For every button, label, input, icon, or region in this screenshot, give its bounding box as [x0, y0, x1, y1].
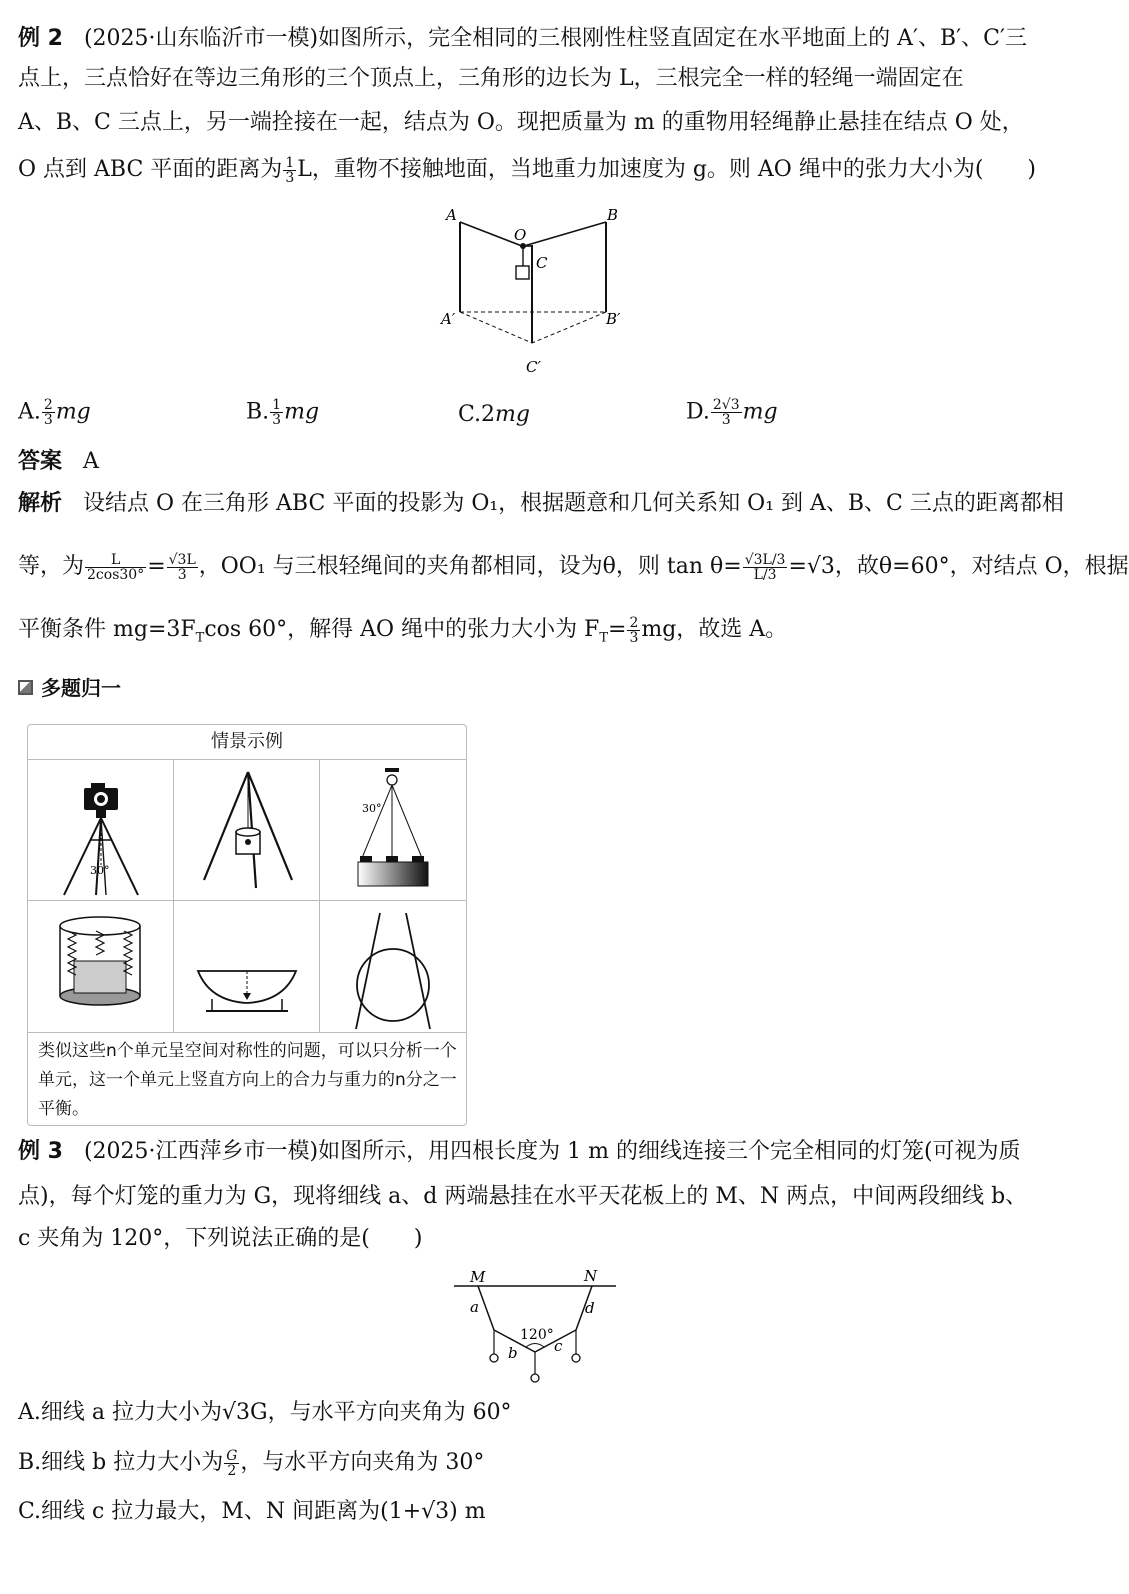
lantern-3: [572, 1354, 580, 1362]
label-b: B: [607, 206, 619, 224]
fraction-one-third: $\frac{1}{3}$: [285, 154, 295, 186]
bowl-icon: [174, 901, 319, 1032]
weight-box: [516, 266, 529, 279]
ex2-answer: 答案 A: [18, 449, 99, 474]
label-120: 120°: [520, 1327, 554, 1343]
lantern-1: [490, 1354, 498, 1362]
label-d: d: [585, 1299, 595, 1317]
ex2-analysis-line2: 等，为 $\frac{L}{2\cos 30^\circ}$ = $\frac{√3L}{3}$ ，OO₁ 与三根轻绳间的夹角都相同，设为θ，则 tan θ= $\frac{√3L/3}{L/3}$ =√3，故θ=60°，对结点 O，根据: [18, 551, 1129, 583]
ex2-line3: A、B、C 三点上，另一端拴接在一起，结点为 O。现把质量为 m 的重物用轻绳静止悬挂在结点 O 处，: [18, 110, 1024, 135]
beam-angle-label: 30°: [362, 802, 382, 815]
base-bc: [532, 312, 606, 343]
spring-cylinder-icon: [28, 901, 173, 1032]
hanging-beam-icon: [320, 760, 466, 900]
tripod-angle-label: 30°: [90, 864, 110, 877]
ex2-option-a: A. $\frac{2}{3}$ mg: [18, 397, 91, 428]
cell-ball-rope: [320, 901, 467, 1033]
label-c-prime: C′: [526, 358, 541, 376]
cell-tripod-camera: [28, 760, 174, 901]
cell-bowl: [174, 901, 320, 1033]
ex2-option-b: B. $\frac{1}{3}$ mg: [246, 397, 320, 428]
rope-bo: [524, 222, 606, 246]
ex2-line1: 例 2 (2025·山东临沂市一模)如图所示，完全相同的三根刚性柱竖直固定在水平地面上的 A′、B′、C′三: [18, 26, 1027, 51]
label-a-prime: A′: [441, 310, 456, 328]
scenario-note: 类似这些n个单元呈空间对称性的问题，可以只分析一个单元，这一个单元上竖直方向上的合力与重力的n分之一平衡。: [38, 1041, 457, 1119]
scenario-box: [27, 724, 467, 1126]
ex3-option-a: A.细线 a 拉力大小为√3G，与水平方向夹角为 60°: [18, 1400, 512, 1425]
ex2-line2: 点上，三点恰好在等边三角形的三个顶点上，三角形的边长为 L，三根完全一样的轻绳一端固定在: [18, 66, 964, 91]
ex3-option-b: B.细线 b 拉力大小为 $\frac{G}{2}$ ，与水平方向夹角为 30°: [18, 1447, 485, 1479]
cell-hanging-beam: [320, 760, 467, 901]
ex3-line1: 例 3 (2025·江西萍乡市一模)如图所示，用四根长度为 1 m 的细线连接三个完全相同的灯笼(可视为质: [18, 1139, 1021, 1164]
label-o: O: [514, 226, 527, 244]
label-a: a: [470, 1298, 479, 1316]
label-n: N: [584, 1267, 598, 1285]
ex3-line2: 点)，每个灯笼的重力为 G，现将细线 a、d 两端悬挂在水平天花板上的 M、N 两点，中间两段细线 b、: [18, 1184, 1028, 1209]
string-a: [478, 1286, 494, 1330]
label-a: A: [446, 206, 457, 224]
lantern-2: [531, 1374, 539, 1382]
label-c: C: [536, 254, 548, 272]
tripod-pot-icon: [174, 760, 319, 900]
cell-tripod-pot: [174, 760, 320, 901]
ex2-label: 例 2: [18, 26, 63, 51]
ex2-analysis-line3: 平衡条件 $mg=3F_T\cos$ 60°，解得 AO 绳中的张力大小为 $F_T=$ $\frac{2}{3}$ mg，故选 A。: [18, 614, 788, 646]
angle-arc: [526, 1344, 544, 1348]
base-ac: [460, 312, 532, 343]
ex2-figure: [420, 200, 660, 385]
rope-ao: [460, 222, 522, 246]
ex2-option-c: C.2mg: [458, 402, 530, 427]
label-c: c: [554, 1337, 563, 1355]
ex2-analysis-line1: 解析 设结点 O 在三角形 ABC 平面的投影为 O₁，根据题意和几何关系知 O₁ 到 A、B、C 三点的距离都相: [18, 491, 1064, 516]
ball-rope-icon: [320, 901, 466, 1032]
label-b: b: [508, 1344, 518, 1362]
cell-spring-cylinder: [28, 901, 174, 1033]
ex3-figure: [448, 1262, 624, 1390]
ex3-label: 例 3: [18, 1139, 63, 1164]
ex3-option-c: C.细线 c 拉力最大，M、N 间距离为(1+√3) m: [18, 1499, 486, 1524]
tripod-camera-icon: [28, 760, 173, 900]
ex2-option-d: D. $\frac{2√3}{3}$ mg: [686, 397, 778, 428]
ex2-line4: O 点到 ABC 平面的距离为 $\frac{1}{3}$ L，重物不接触地面，当地重力加速度为 g。则 AO 绳中的张力大小为( ): [18, 154, 1036, 186]
label-m: M: [470, 1268, 486, 1286]
scenario-title: 情景示例: [28, 725, 466, 760]
ex3-line3: c 夹角为 120°，下列说法正确的是( ): [18, 1226, 423, 1251]
section-square-icon: [18, 680, 33, 695]
section-header: 多题归一: [18, 672, 121, 701]
label-b-prime: B′: [606, 310, 621, 328]
